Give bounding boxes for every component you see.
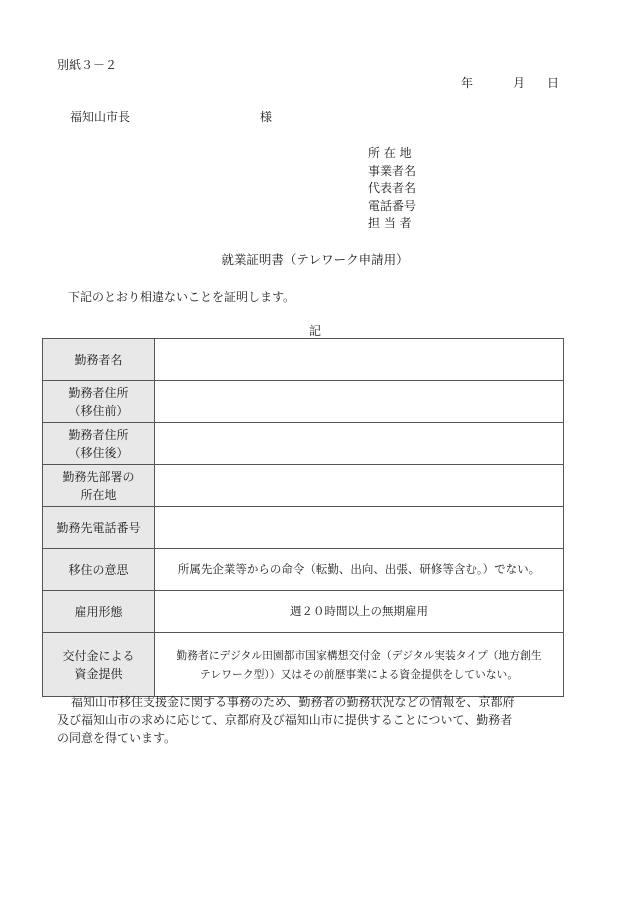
addressee-name: 福知山市長 [70,110,131,124]
issuer-field-business-name: 事業者名 [368,163,417,178]
consent-paragraph [57,693,577,747]
issuer-field-contact-person: 担 当 者 [368,216,412,230]
table-row [43,381,564,423]
issuer-field-address: 所 在 地 [368,146,412,160]
row-label [43,381,155,423]
row-value-department-location[interactable] [155,465,564,507]
issuer-block [368,145,416,233]
row-label [43,507,155,549]
row-label-text: 勤務先電話番号 [56,520,141,535]
consent-line: 及び福知山市の求めに応じて、京都府及び福知山市に提供することについて、勤務者 [57,713,513,727]
row-value-text: テレワーク型））又はその前歴事業による資金提供をしていない。 [199,667,519,681]
row-value-relocation-intent [155,549,564,591]
row-value-text: 週２０時間以上の無期雇用 [290,604,428,618]
row-label [43,423,155,465]
row-value-worker-name[interactable] [155,339,564,381]
intro-text: 下記のとおり相違ないことを証明します。 [68,290,296,304]
row-value-employment-type [155,591,564,633]
row-value-grant-funding [155,633,564,697]
date-line [461,74,559,91]
row-label-text: 勤務者名 [74,352,123,367]
row-value-address-before[interactable] [155,381,564,423]
addressee-honorific: 様 [260,110,273,124]
table-row [43,549,564,591]
document-title: 就業証明書（テレワーク申請用） [221,252,409,267]
row-label-text: 勤務者住所 [68,427,129,442]
row-value-address-after[interactable] [155,423,564,465]
ki-heading: 記 [308,324,321,338]
row-label [43,549,155,591]
table-row [43,507,564,549]
row-label-text: 交付金による [62,648,135,663]
row-label-text: 資金提供 [74,666,123,681]
row-label-text: 移住の意思 [68,562,129,577]
row-label-text: （移住前） [68,403,129,418]
row-label [43,633,155,697]
row-label-text: 勤務先部署の [62,469,135,484]
addressee [70,108,272,125]
row-label-text: 勤務者住所 [68,385,129,400]
issuer-field-representative: 代表者名 [368,181,417,195]
row-label [43,465,155,507]
table-row [43,465,564,507]
table-row [43,591,564,633]
row-value-workplace-phone[interactable] [155,507,564,549]
certificate-table [42,338,564,697]
row-label [43,339,155,381]
date-month-label: 月 [513,76,526,90]
consent-line: 福知山市移住支援金に関する事務のため、勤務者の勤務状況などの情報を、京都府 [71,695,515,709]
row-value-text: 所属先企業等からの命令（転勤、出向、出張、研修等含む。）でない。 [177,562,541,576]
table-row [43,423,564,465]
consent-line: の同意を得ています。 [57,731,177,745]
table-row [43,339,564,381]
row-label-text: （移住後） [68,445,129,460]
row-label-text: 雇用形態 [74,604,123,619]
row-value-text: 勤務者にデジタル田園都市国家構想交付金（デジタル実装タイプ（地方創生 [176,648,542,662]
issuer-field-phone: 電話番号 [368,198,417,213]
date-year-label: 年 [461,76,474,90]
date-day-label: 日 [547,76,560,90]
table-row [43,633,564,697]
reference-number: 別紙３－２ [57,58,118,72]
row-label [43,591,155,633]
row-label-text: 所在地 [80,487,117,502]
